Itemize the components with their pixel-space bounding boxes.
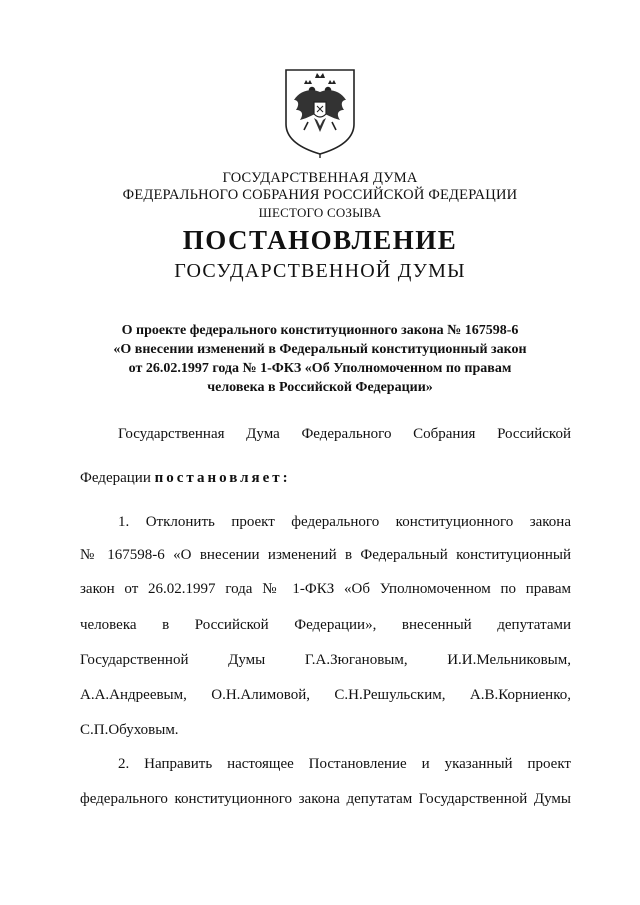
preamble-line [80, 469, 571, 487]
item1-line: С.П.Обуховым. [80, 722, 179, 738]
header-line-assembly: ФЕДЕРАЛЬНОГО СОБРАНИЯ РОССИЙСКОЙ ФЕДЕРАЦИИ [122, 187, 518, 203]
item1-line: Государственной Думы Г.А.Зюгановым, И.И.Мельниковым, [80, 652, 571, 668]
item1-line: человека в Российской Федерации», внесенный депутатами [80, 617, 571, 633]
preamble-line: Государственная Дума Федерального Собрания Российской [118, 426, 571, 442]
document-title: ПОСТАНОВЛЕНИЕ [182, 225, 458, 255]
item2-line: 2. Направить настоящее Постановление и указанный проект [118, 756, 571, 772]
subject-line: от 26.02.1997 года № 1-ФКЗ «Об Уполномоченном по правам [128, 361, 512, 376]
header-line-convocation: ШЕСТОГО СОЗЫВА [258, 205, 382, 220]
item2-line: федерального конституционного закона депутатам Государственной Думы [80, 791, 571, 807]
item1-line: А.А.Андреевым, О.Н.Алимовой, С.Н.Решульским, А.В.Корниенко, [80, 687, 571, 703]
item1-line: закон от 26.02.1997 года № 1-ФКЗ «Об Уполномоченном по правам [80, 581, 571, 597]
subject-line: О проекте федерального конституционного закона № 167598-6 [121, 323, 519, 338]
coat-of-arms-emblem [282, 66, 358, 158]
document-subtitle: ГОСУДАРСТВЕННОЙ ДУМЫ [174, 260, 466, 282]
decision-word: постановляет: [154, 470, 291, 486]
item1-line: 1. Отклонить проект федерального конституционного закона [118, 514, 571, 530]
preamble-text: Федерации [80, 470, 155, 486]
subject-line: «О внесении изменений в Федеральный конституционный закон [113, 342, 527, 357]
header-line-duma: ГОСУДАРСТВЕННАЯ ДУМА [222, 170, 418, 186]
item1-line: № 167598-6 «О внесении изменений в Федеральный конституционный [80, 547, 571, 563]
subject-line: человека в Российской Федерации» [207, 380, 433, 395]
